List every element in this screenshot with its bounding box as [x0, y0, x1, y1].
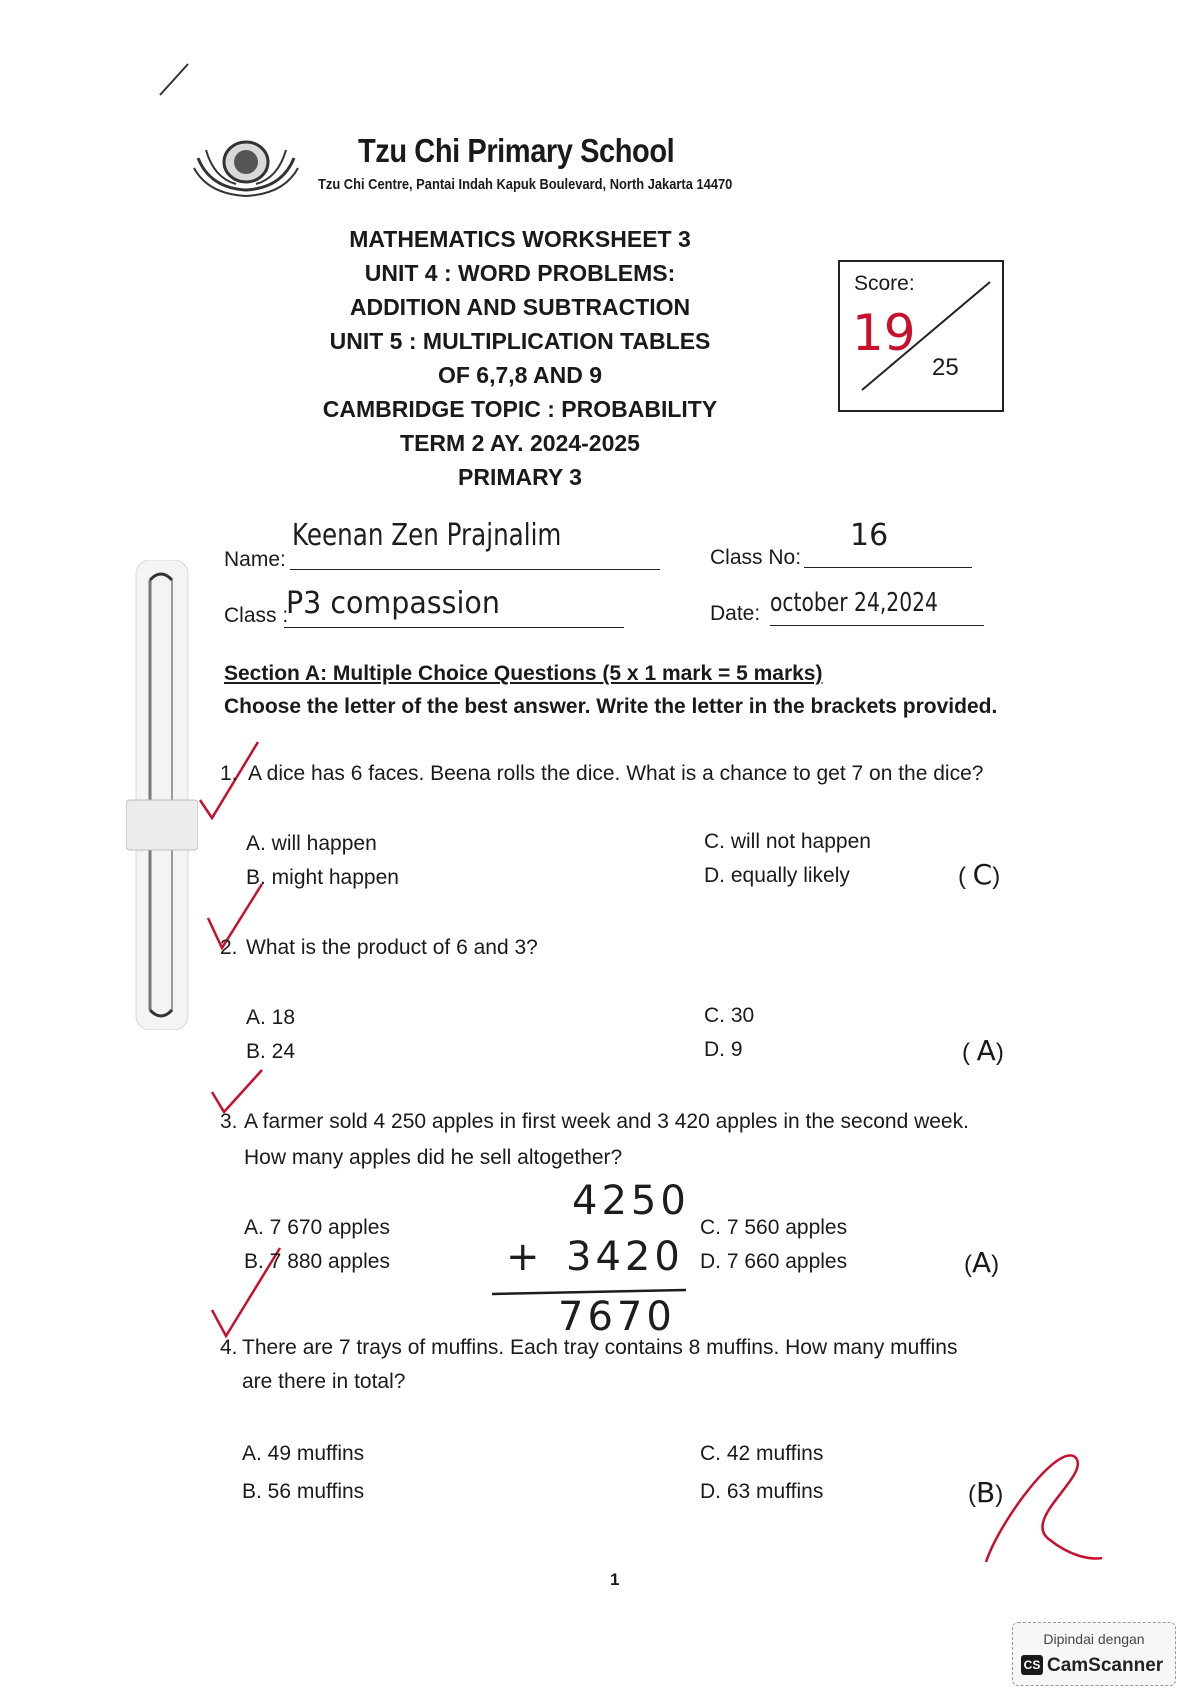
camscanner-watermark [1012, 1622, 1176, 1686]
working-addend-2: 3420 [566, 1234, 684, 1280]
q3-answer-bracket: (A) [964, 1246, 1000, 1279]
q3-option-d: D. 7 660 apples [700, 1250, 848, 1273]
binder-clip-icon [126, 560, 198, 1030]
page-number: 1 [610, 1570, 620, 1589]
school-name: Tzu Chi Primary School [358, 132, 675, 169]
q4-option-a: A. 49 muffins [242, 1442, 365, 1465]
title-line: TERM 2 AY. 2024-2025 [400, 430, 640, 456]
question-3-text: A farmer sold 4 250 apples in first week and 3 420 apples in the second week. [244, 1110, 969, 1133]
q2-answer: A [976, 1034, 996, 1067]
camscanner-logo-icon: CS [1021, 1655, 1043, 1675]
title-line: CAMBRIDGE TOPIC : PROBABILITY [322, 396, 718, 422]
stray-pen-mark [160, 64, 188, 95]
q2-option-c: C. 30 [704, 1004, 755, 1027]
q1-answer: C [972, 858, 993, 891]
q2-option-b: B. 24 [246, 1040, 296, 1063]
question-2-number: 2. [220, 936, 238, 959]
scanner-brand-text: CamScanner [1047, 1655, 1164, 1676]
title-line: ADDITION AND SUBTRACTION [349, 294, 691, 320]
q4-option-b: B. 56 muffins [242, 1480, 365, 1503]
name-value: Keenan Zen Prajnalim [292, 518, 562, 553]
q4-answer: B [976, 1476, 996, 1509]
q1-option-b: B. might happen [246, 866, 399, 889]
scanner-brand [1021, 1655, 1163, 1677]
q3-option-a: A. 7 670 apples [244, 1216, 390, 1239]
question-4-text: There are 7 trays of muffins. Each tray contains 8 muffins. How many muffins [242, 1336, 958, 1359]
q2-option-d: D. 9 [704, 1038, 743, 1061]
working-result: 7670 [558, 1294, 676, 1340]
question-4-text-2: are there in total? [242, 1370, 406, 1393]
q4-option-c: C. 42 muffins [700, 1442, 824, 1465]
q3-option-c: C. 7 560 apples [700, 1216, 848, 1239]
name-label: Name: [224, 548, 286, 571]
q1-option-a: A. will happen [246, 832, 377, 855]
date-label: Date: [710, 602, 761, 625]
q1-option-d: D. equally likely [704, 864, 850, 887]
score-obtained: 19 [852, 304, 916, 362]
q2-option-a: A. 18 [246, 1006, 296, 1029]
q1-option-c: C. will not happen [704, 830, 871, 853]
working-operator: + [506, 1234, 544, 1280]
teacher-signature [986, 1455, 1102, 1562]
worksheet-title [280, 222, 760, 494]
score-label: Score: [854, 272, 915, 295]
q2-answer-bracket: ( A) [962, 1034, 1004, 1067]
question-4-number: 4. [220, 1336, 238, 1359]
name-line [290, 568, 660, 570]
section-instruction: Choose the letter of the best answer. Write the letter in the brackets provided. [224, 695, 998, 718]
title-line: UNIT 4 : WORD PROBLEMS: [364, 260, 676, 286]
class-label: Class : [224, 604, 289, 627]
date-value: october 24,2024 [770, 588, 938, 618]
title-line: UNIT 5 : MULTIPLICATION TABLES [329, 328, 711, 354]
q3-answer: A [972, 1246, 992, 1279]
class-value: P3 compassion [286, 586, 500, 621]
date-line [770, 624, 984, 626]
section-heading: Section A: Multiple Choice Questions (5 x 1 mark = 5 marks) [224, 662, 823, 685]
question-1-text: A dice has 6 faces. Beena rolls the dice. What is a chance to get 7 on the dice? [248, 762, 984, 785]
score-total: 25 [932, 354, 959, 381]
q4-option-d: D. 63 muffins [700, 1480, 824, 1503]
score-box [838, 260, 1004, 412]
class-no-line [804, 566, 972, 568]
question-1-number: 1. [220, 762, 238, 785]
title-line: PRIMARY 3 [458, 464, 582, 490]
question-2-text: What is the product of 6 and 3? [246, 936, 538, 959]
class-line [284, 626, 624, 628]
class-no-label: Class No: [710, 546, 802, 569]
check-mark-q3 [212, 1070, 262, 1112]
q4-answer-bracket: (B) [968, 1476, 1004, 1509]
question-3-number: 3. [220, 1110, 238, 1133]
working-addend-1: 4250 [572, 1178, 690, 1224]
school-address: Tzu Chi Centre, Pantai Indah Kapuk Boulevard, North Jakarta 14470 [318, 176, 733, 193]
title-line: MATHEMATICS WORKSHEET 3 [349, 226, 691, 252]
question-3-text-2: How many apples did he sell altogether? [244, 1146, 623, 1169]
q1-answer-bracket: ( C) [958, 858, 1001, 891]
title-line: OF 6,7,8 AND 9 [437, 362, 603, 388]
q3-option-b: B. 7 880 apples [244, 1250, 390, 1273]
school-logo-icon [190, 128, 302, 198]
class-no-value: 16 [850, 518, 889, 553]
scanner-caption: Dipindai dengan [1043, 1631, 1145, 1647]
